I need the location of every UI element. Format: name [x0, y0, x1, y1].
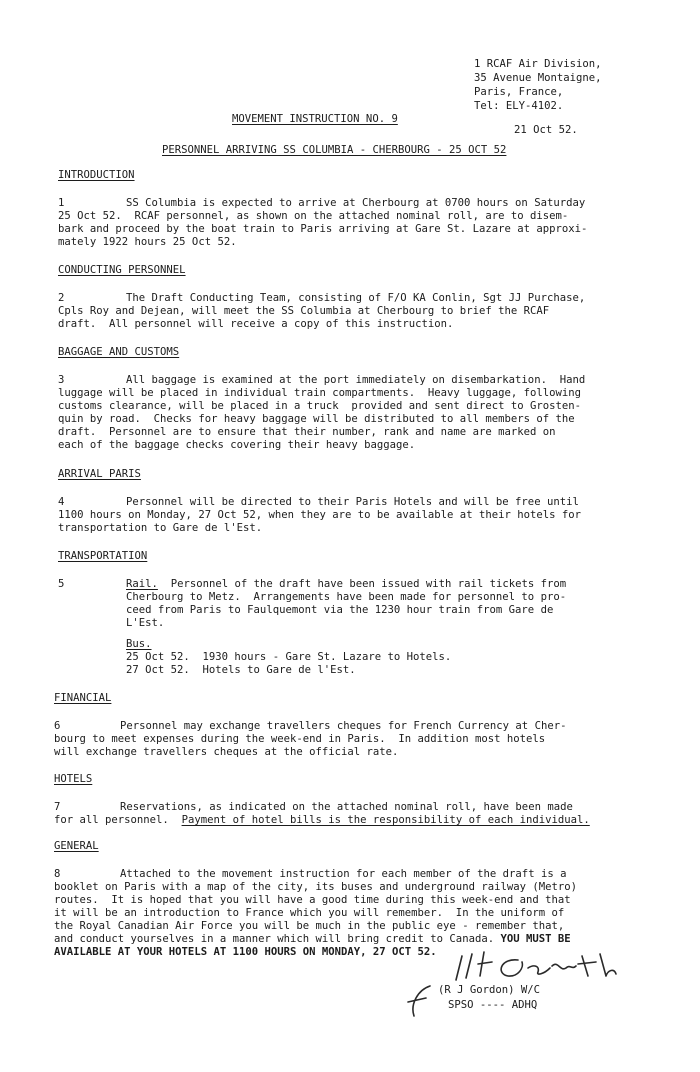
address-line-1: 1 RCAF Air Division,: [474, 58, 602, 70]
bus-line-1: 25 Oct 52. 1930 hours - Gare St. Lazare to Hotels.: [126, 651, 452, 663]
intro-line-2: 25 Oct 52. RCAF personnel, as shown on the attached nominal roll, are to disem-: [58, 210, 569, 222]
section-heading-arrival: ARRIVAL PARIS: [58, 468, 141, 480]
section-number-1: 1: [58, 197, 65, 209]
arrival-line-2: 1100 hours on Monday, 27 Oct 52, when they are to be available at their hotels for: [58, 509, 581, 521]
section-number-7: 7: [54, 801, 61, 813]
intro-line-3: bark and proceed by the boat train to Paris arriving at Gare St. Lazare at approxi-: [58, 223, 588, 235]
document-date: 21 Oct 52.: [514, 124, 578, 136]
general-line-1: Attached to the movement instruction for each member of the draft is a: [120, 868, 567, 880]
address-line-3: Paris, France,: [474, 86, 564, 98]
section-number-3: 3: [58, 374, 65, 386]
conducting-line-3: draft. All personnel will receive a copy of this instruction.: [58, 318, 454, 330]
general-line-6: [54, 933, 571, 946]
conducting-line-1: The Draft Conducting Team, consisting of F/O KA Conlin, Sgt JJ Purchase,: [126, 292, 586, 304]
general-line-5: the Royal Canadian Air Force you will be much in the public eye - remember that,: [54, 920, 565, 932]
rail-line-1: Personnel of the draft have been issued with rail tickets from: [158, 578, 567, 590]
financial-line-1: Personnel may exchange travellers cheques for French Currency at Cher-: [120, 720, 567, 732]
rail-line-3: ceed from Paris to Faulquemont via the 1230 hour train from Gare de: [126, 604, 554, 616]
baggage-line-3: customs clearance, will be placed in a truck provided and sent direct to Grosten-: [58, 400, 581, 412]
general-line-4: it will be an introduction to France which you will remember. In the uniform of: [54, 907, 565, 919]
rail-line-4: L'Est.: [126, 617, 165, 629]
section-heading-baggage: BAGGAGE AND CUSTOMS: [58, 346, 180, 358]
baggage-line-6: each of the baggage checks covering their heavy baggage.: [58, 439, 416, 451]
general-line-6-bold: YOU MUST BE: [500, 933, 571, 945]
general-line-3: routes. It is hoped that you will have a good time during this week-end and that: [54, 894, 571, 906]
section-number-5: 5: [58, 578, 65, 590]
conducting-line-2: Cpls Roy and Dejean, will meet the SS Columbia at Cherbourg to brief the RCAF: [58, 305, 550, 317]
rail-label: Rail.: [126, 578, 158, 590]
signature-position: SPSO ---- ADHQ: [448, 999, 538, 1011]
financial-line-2: bourg to meet expenses during the week-end in Paris. In addition most hotels: [54, 733, 546, 745]
financial-line-3: will exchange travellers cheques at the official rate.: [54, 746, 399, 758]
section-heading-general: GENERAL: [54, 840, 99, 852]
address-line-4: Tel: ELY-4102.: [474, 100, 564, 112]
arrival-line-3: transportation to Gare de l'Est.: [58, 522, 263, 534]
document-title: MOVEMENT INSTRUCTION NO. 9: [232, 113, 398, 125]
section-number-4: 4: [58, 496, 65, 508]
baggage-line-1: All baggage is examined at the port immediately on disembarkation. Hand: [126, 374, 586, 386]
bus-label: Bus.: [126, 638, 152, 650]
section-heading-transportation: TRANSPORTATION: [58, 550, 148, 562]
hotels-line-2-underlined: Payment of hotel bills is the responsibility of each individual.: [181, 814, 590, 826]
section-number-2: 2: [58, 292, 65, 304]
section-heading-hotels: HOTELS: [54, 773, 93, 785]
hotels-line-2-plain: for all personnel.: [54, 814, 182, 826]
baggage-line-5: draft. Personnel are to ensure that their number, rank and name are marked on: [58, 426, 556, 438]
baggage-line-4: quin by road. Checks for heavy baggage will be distributed to all members of the: [58, 413, 575, 425]
document-subtitle: PERSONNEL ARRIVING SS COLUMBIA - CHERBOURG - 25 OCT 52: [162, 144, 507, 156]
baggage-line-2: luggage will be placed in individual train compartments. Heavy luggage, following: [58, 387, 581, 399]
section-heading-financial: FINANCIAL: [54, 692, 112, 704]
general-line-2: booklet on Paris with a map of the city, its buses and underground railway (Metro): [54, 881, 577, 893]
address-line-2: 35 Avenue Montaigne,: [474, 72, 602, 84]
arrival-line-1: Personnel will be directed to their Paris Hotels and will be free until: [126, 496, 579, 508]
section-number-6: 6: [54, 720, 61, 732]
intro-line-1: SS Columbia is expected to arrive at Cherbourg at 0700 hours on Saturday: [126, 197, 586, 209]
hotels-line-1: Reservations, as indicated on the attached nominal roll, have been made: [120, 801, 573, 813]
rail-line-2: Cherbourg to Metz. Arrangements have been made for personnel to pro-: [126, 591, 567, 603]
hotels-line-2: [54, 814, 590, 827]
general-line-6-plain: and conduct yourselves in a manner which will bring credit to Canada.: [54, 933, 495, 945]
section-heading-introduction: INTRODUCTION: [58, 169, 135, 181]
intro-line-4: mately 1922 hours 25 Oct 52.: [58, 236, 237, 248]
section-heading-conducting: CONDUCTING PERSONNEL: [58, 264, 186, 276]
bus-line-2: 27 Oct 52. Hotels to Gare de l'Est.: [126, 664, 356, 676]
signature-name: (R J Gordon) W/C: [438, 984, 541, 996]
general-line-7: AVAILABLE AT YOUR HOTELS AT 1100 HOURS ON MONDAY, 27 OCT 52.: [54, 946, 437, 958]
section-number-8: 8: [54, 868, 61, 880]
